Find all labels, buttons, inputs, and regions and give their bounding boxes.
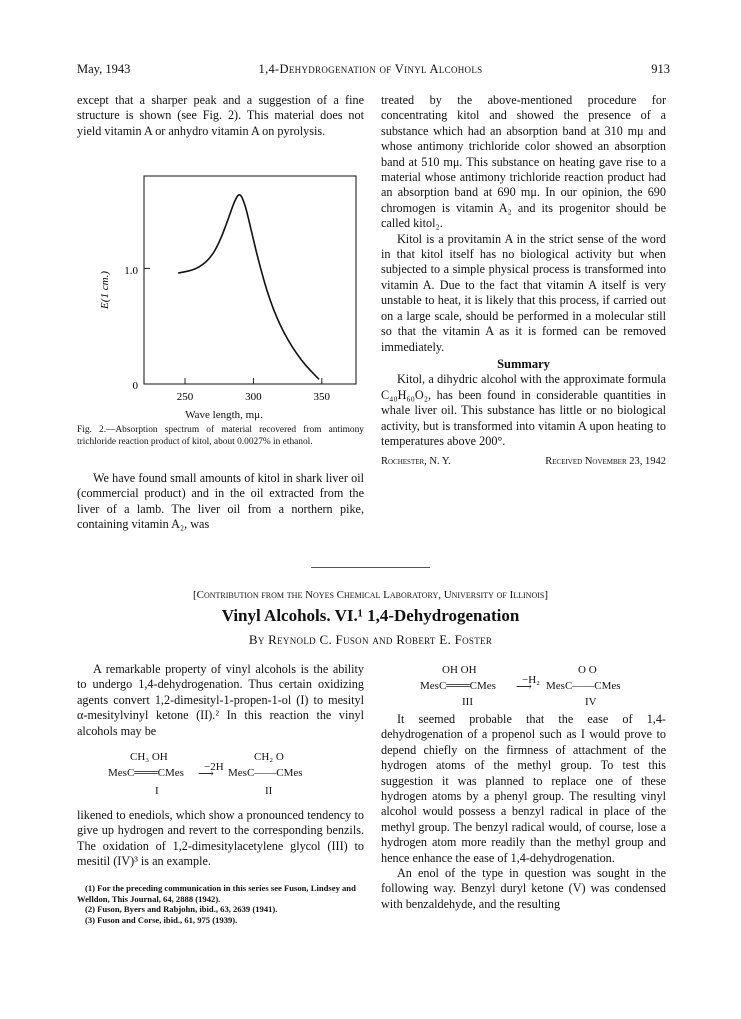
reagent-label: −H₂ bbox=[522, 674, 540, 686]
product-formula: MesC——CMes bbox=[228, 767, 303, 779]
summary-heading: Summary bbox=[497, 356, 550, 371]
dateline bbox=[381, 454, 666, 469]
contribution-line: [Contribution from the Noyes Chemical Laboratory, University of Illinois] bbox=[192, 589, 549, 601]
received-date: Received November 23, 1942 bbox=[545, 456, 666, 468]
footnote-1: (1) For the preceding communication in this series see Fuson, Lindsey and Welldon, This Journal, 64, 2888 (1942). bbox=[77, 883, 356, 904]
compound-label: II bbox=[265, 785, 273, 797]
compound-label: IV bbox=[585, 696, 597, 708]
paragraph: It seemed probable that the ease of 1,4-dehydrogenation of a propenol such as I would prove to depend chiefly on the firmness of attachment of the hydrogen atoms of the methyl group. To test this suggestion it was planned to replace one of these hydrogen atoms by a phenyl group. The resulting vinyl alcohol would possess a benzyl radical in place of the methyl group. The benzyl radical would, of course, lose a hydrogen atom more readily than the methyl group and hence enhance the ease of 1,4-dehydrogenation. bbox=[381, 712, 666, 865]
paragraph: An enol of the type in question was sought in the following way. Benzyl duryl ketone (V) was condensed with benzaldehyde, and the resulting bbox=[381, 866, 666, 911]
paragraph: A remarkable property of vinyl alcohols is the ability to undergo 1,4-dehydrogenation. Thus certain oxidizing agents convert 1,2-dimesityl-1-propen-1-ol (I) to mesityl α-mesitylvinyl ketone (II).² In this reaction the vinyl alcohols may be bbox=[77, 662, 364, 738]
article-title: Vinyl Alcohols. VI.¹ 1,4-Dehydrogenation bbox=[221, 606, 520, 625]
top-right-column bbox=[381, 93, 666, 470]
footnote-2: (2) Fuson, Byers and Rabjohn, ibid., 63, 2639 (1941). bbox=[85, 904, 278, 915]
absorption-spectrum-chart bbox=[84, 170, 364, 410]
separator-rule bbox=[311, 567, 430, 568]
page-number: 913 bbox=[651, 62, 670, 76]
reactant-formula: MesC═══CMes bbox=[108, 767, 184, 779]
x-tick-label: 300 bbox=[245, 391, 262, 403]
header-date: May, 1943 bbox=[77, 62, 131, 76]
x-tick-label: 250 bbox=[176, 391, 194, 403]
y-axis-label: E(1 cm.) bbox=[99, 271, 111, 309]
summary-text: Kitol, a dihydric alcohol with the approximate formula C₄₀H₆₀O₂, has been found in considerable quantities in whale liver oil. This substance has little or no biological activity, but is transformed into vitamin A upon heating to temperatures above 200°. bbox=[381, 372, 666, 448]
product-formula: MesC——CMes bbox=[546, 680, 621, 692]
absorption-curve bbox=[178, 195, 319, 380]
y-tick-label: 0 bbox=[132, 380, 138, 392]
reaction-scheme-1 bbox=[100, 751, 350, 809]
x-axis-label: Wave length, mμ. bbox=[185, 409, 263, 421]
footnotes bbox=[77, 883, 364, 925]
bottom-right-column bbox=[381, 712, 666, 912]
compound-label: III bbox=[462, 696, 473, 708]
top-left-column bbox=[77, 93, 364, 139]
paragraph: treated by the above-mentioned procedure for concentrating kitol and showed the presence of a substance which had an absorption band at 310 mμ and whose antimony trichloride color showed an absorption band at 510 mμ. This substance on heating gave rise to a material whose antimony trichloride reaction product had an absorption band at 690 mμ. In our opinion, the 690 chromogen is vitamin A₂ and its progenitor should be called kitol₂. bbox=[381, 93, 666, 231]
place: Rochester, N. Y. bbox=[381, 456, 451, 468]
substituent-label: CH₂ O bbox=[254, 751, 284, 763]
arrow-icon: ⟶ bbox=[198, 768, 214, 780]
figure-caption: Fig. 2.—Absorption spectrum of material recovered from antimony trichloride reaction product of kitol, about 0.0027% in ethanol. bbox=[77, 425, 364, 447]
paragraph: We have found small amounts of kitol in shark liver oil (commercial product) and in the oil extracted from the liver of a lamb. The liver oil from a northern pike, containing vitamin A₂, was bbox=[77, 471, 364, 532]
y-tick-label: 1.0 bbox=[124, 265, 138, 277]
reagent-label: −2H bbox=[204, 761, 224, 773]
substituent-label: OH OH bbox=[442, 664, 477, 676]
reaction-scheme-2 bbox=[412, 664, 666, 712]
paragraph: likened to enediols, which show a pronounced tendency to give up hydrogen and revert to the corresponding benzils. The oxidation of 1,2-dimesitylacetylene glycol (III) to mesitil (IV)³ is an example. bbox=[77, 808, 364, 869]
substituent-label: CH₃ OH bbox=[130, 751, 168, 763]
byline: By Reynold C. Fuson and Robert E. Foster bbox=[248, 632, 493, 647]
footnote-3: (3) Fuson and Corse, ibid., 61, 975 (1939). bbox=[85, 914, 238, 925]
figure-2 bbox=[84, 170, 364, 410]
arrow-icon: ⟶ bbox=[516, 681, 532, 693]
reactant-formula: MesC═══CMes bbox=[420, 680, 496, 692]
x-tick-label: 350 bbox=[313, 391, 331, 403]
substituent-label: O O bbox=[578, 664, 597, 676]
plot-frame bbox=[144, 176, 356, 384]
bottom-left-column-lower bbox=[77, 808, 364, 870]
header-title: 1,4-Dehydrogenation of Vinyl Alcohols bbox=[258, 62, 483, 76]
paragraph: Kitol is a provitamin A in the strict sense of the word in that kitol itself has no biological activity but when subjected to a simple physical process is transformed into vitamin A. Due to the fact that vitamin A itself is very unstable to heat, it is likely that this process, if carried out on a large scale, should be performed in a molecular still so that the vitamin A as it is formed can be removed immediately. bbox=[381, 231, 666, 354]
top-left-column-lower bbox=[77, 471, 364, 533]
paragraph: except that a sharper peak and a suggestion of a fine structure is shown (see Fig. 2). This material does not yield vitamin A or anhydro vitamin A on pyrolysis. bbox=[77, 93, 364, 138]
bottom-left-column bbox=[77, 662, 364, 739]
compound-label: I bbox=[155, 785, 159, 797]
